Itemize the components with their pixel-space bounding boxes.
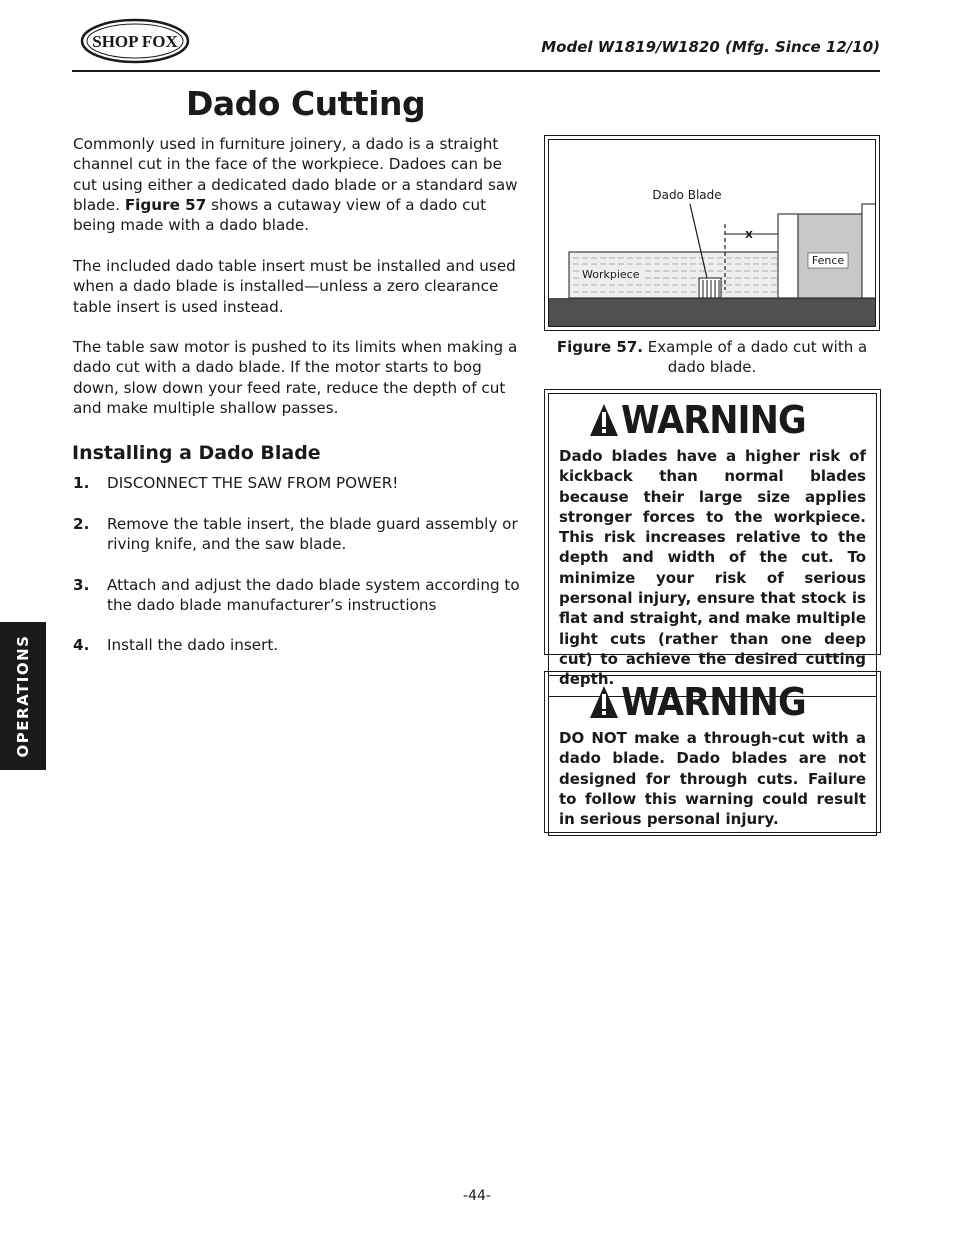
figure-57 bbox=[544, 135, 880, 331]
model-header: Model W1819/W1820 (Mfg. Since 12/10) bbox=[541, 38, 880, 56]
installing-heading: Installing a Dado Blade bbox=[72, 442, 321, 464]
dado-blade-shape bbox=[699, 278, 721, 298]
figure-reference: Figure 57 bbox=[124, 195, 207, 214]
warning-box-2 bbox=[544, 671, 881, 833]
figure-caption bbox=[548, 337, 876, 378]
step-text: DISCONNECT THE SAW FROM POWER! bbox=[107, 474, 399, 492]
step-number: 4. bbox=[73, 636, 90, 654]
step-number: 2. bbox=[73, 515, 90, 533]
warning-title: WARNING bbox=[621, 680, 806, 724]
intro-p1-b: shows a cutaway view of a dado cut being made with a dado blade. bbox=[73, 195, 487, 235]
warning-box-1 bbox=[544, 389, 881, 689]
section-tab bbox=[0, 622, 46, 770]
step-item bbox=[73, 514, 523, 555]
step-number: 1. bbox=[73, 474, 90, 492]
dado-blade-label: Dado Blade bbox=[652, 188, 722, 202]
fence-end bbox=[862, 204, 876, 298]
intro-paragraph-1 bbox=[73, 134, 523, 235]
header-rule bbox=[72, 70, 880, 72]
exclamation-triangle-icon bbox=[589, 685, 619, 719]
workpiece-label: Workpiece bbox=[582, 268, 640, 281]
warning-heading bbox=[589, 680, 866, 724]
page-number: -44- bbox=[463, 1188, 491, 1204]
warning-heading bbox=[589, 398, 866, 442]
warning-text: DO NOT make a through-cut with a dado blade. Dado blades are not designed for through cuts. Failure to follow this warning could result in serious personal injury. bbox=[559, 729, 866, 829]
section-tab-label: OPERATIONS bbox=[14, 634, 32, 758]
shop-fox-logo bbox=[80, 18, 190, 64]
caption-text: Example of a dado cut with a dado blade. bbox=[643, 338, 868, 377]
step-number: 3. bbox=[73, 576, 90, 594]
caption-ref: Figure 57. bbox=[556, 338, 643, 356]
fence-label: Fence bbox=[811, 254, 845, 267]
warning-title: WARNING bbox=[621, 398, 806, 442]
step-text: Install the dado insert. bbox=[107, 636, 279, 654]
intro-paragraph-3: The table saw motor is pushed to its limits when making a dado cut with a dado blade. If the motor starts to bog down, slow down your feed rate, reduce the depth of cut and make multiple shallow passes. bbox=[73, 338, 518, 417]
intro-paragraph-2: The included dado table insert must be installed and used when a dado blade is installed—unless a zero clearance table insert is used instead. bbox=[73, 257, 516, 316]
step-item bbox=[73, 575, 523, 616]
exclamation-triangle-icon bbox=[589, 403, 619, 437]
page-title: Dado Cutting bbox=[186, 84, 426, 123]
step-item bbox=[73, 473, 523, 493]
step-item bbox=[73, 635, 523, 655]
intro-p1-a: Commonly used in furniture joinery, a dado is a straight channel cut in the face of the workpiece. Dadoes can be cut using either a dedicated dado blade or a standard saw blade. bbox=[73, 135, 518, 214]
warning-text: Dado blades have a higher risk of kickback than normal blades because their large size applies stronger forces to the workpiece. This risk increases relative to the depth and width of the cut. To minimize your risk of serious personal injury, ensure that stock is flat and straight, and make multiple light cuts (rather than one deep cut) to achieve the desired cutting depth. bbox=[559, 447, 866, 689]
logo-text: SHOP FOX bbox=[92, 32, 178, 51]
figure-illustration bbox=[548, 139, 876, 327]
saw-table bbox=[549, 298, 876, 327]
step-text: Attach and adjust the dado blade system according to the dado blade manufacturer’s instructions bbox=[107, 576, 520, 615]
step-text: Remove the table insert, the blade guard assembly or riving knife, and the saw blade. bbox=[107, 515, 518, 554]
fence-face bbox=[778, 214, 798, 298]
x-label: X bbox=[745, 230, 753, 241]
